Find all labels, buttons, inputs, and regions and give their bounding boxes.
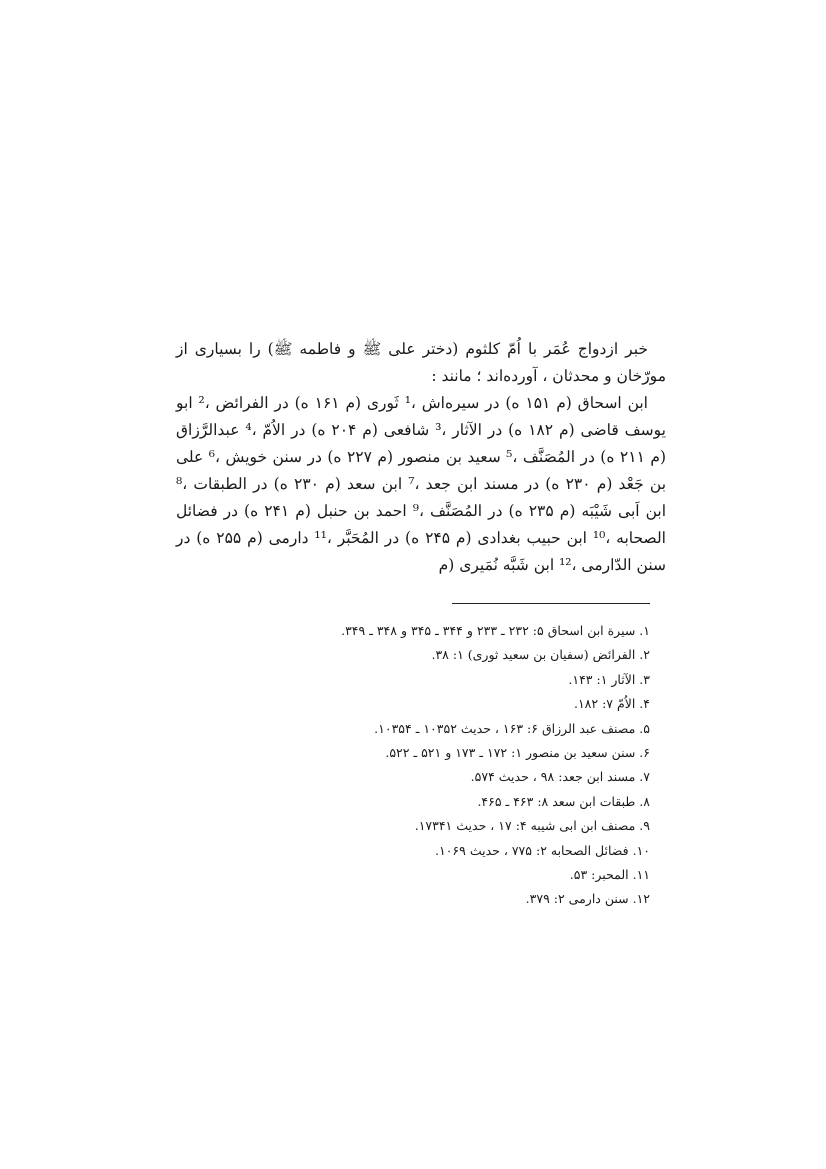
footnote-7: ۷. مسند ابن جعد: ۹۸ ، حدیث ۵۷۴.: [470, 769, 650, 785]
paragraph-intro: خبر ازدواج عُمَر با اُمّ کلثوم (دختر علی ﷺ و فاطمه ﷺ) را بسیاری از مورّخان و محدثان ، آورده‌اند ؛ مانند :: [176, 340, 666, 385]
main-text: [176, 336, 666, 579]
footnote-6: ۶. سنن سعید بن منصور ۱: ۱۷۲ ـ ۱۷۳ و ۵۲۱ ـ ۵۲۲.: [385, 745, 650, 761]
footnote-12: ۱۲. سنن دارمی ۲: ۳۷۹.: [525, 891, 650, 907]
footnote-2: ۲. الفرائض (سفیان بن سعید ثوری) ۱: ۳۸.: [431, 647, 650, 663]
footnote-9: ۹. مصنف ابن ابی شیبه ۴: ۱۷ ، حدیث ۱۷۳۴۱.: [414, 818, 650, 834]
footnote-1: ۱. سیرة ابن اسحاق ۵: ۲۳۲ ـ ۲۳۳ و ۳۴۴ ـ ۳۴۵ و ۳۴۸ ـ ۳۴۹.: [341, 623, 650, 638]
footnote-3: ۳. الآثار ۱: ۱۴۳.: [568, 671, 650, 687]
footnotes-list: [176, 619, 650, 912]
footnote-8: ۸. طبقات ابن سعد ۸: ۴۶۳ ـ ۴۶۵.: [477, 793, 650, 809]
footnote-11: ۱۱. المحبر: ۵۳.: [569, 867, 650, 883]
paragraph-sources: ابن اسحاق (م ۱۵۱ ه) در سیره‌اش ،¹ ثَوری (م ۱۶۱ ه) در الفرائض ،² ابو یوسف قاضی (م ۱۸۲ ه) در الآثار ،³ شافعی (م ۲۰۴ ه) در الاُمّ ،⁴ عبدالرَّزاق (م ۲۱۱ ه) در المُصَنَّف ،⁵ سعید بن منصور (م ۲۲۷ ه) در سنن خویش ،⁶ علی بن جَعْد (م ۲۳۰ ه) در مسند ابن جعد ،⁷ ابن سعد (م ۲۳۰ ه) در الطبقات ،⁸ ابن اَبی شَیْبَه (م ۲۳۵ ه) در المُصَنَّف ،⁹ احمد بن حنبل (م ۲۴۱ ه) در فضائل الصحابه ،¹⁰ ابن حبیب بغدادی (م ۲۴۵ ه) در المُحَبَّر ،¹¹ دارمی (م ۲۵۵ ه) در سنن الدّارمی ،¹² ابن شَبَّه نُمَیری (م: [176, 394, 667, 574]
footnote-5: ۵. مصنف عبد الرزاق ۶: ۱۶۳ ، حدیث ۱۰۳۵۲ ـ ۱۰۳۵۴.: [374, 720, 650, 736]
footnote-divider: [452, 603, 650, 604]
footnote-10: ۱۰. فضائل الصحابه ۲: ۷۷۵ ، حدیث ۱۰۶۹.: [435, 842, 650, 858]
footnote-4: ۴. الاُمّ ۷: ۱۸۲.: [573, 696, 650, 712]
